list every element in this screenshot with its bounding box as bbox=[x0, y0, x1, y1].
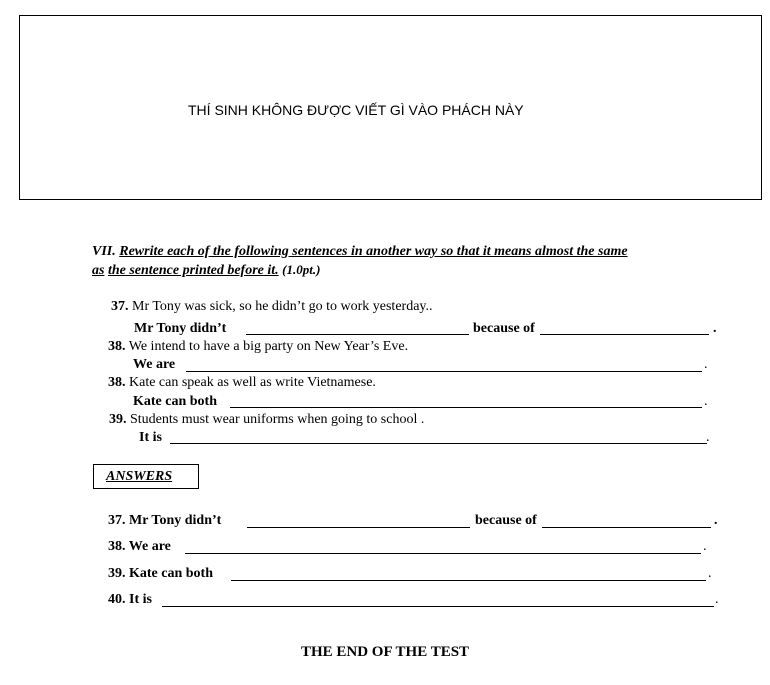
candidate-notice-box bbox=[19, 15, 762, 200]
question-39 bbox=[109, 412, 424, 428]
rewrite-start: We are bbox=[133, 357, 176, 372]
answer-40-label: 40. It is bbox=[108, 592, 152, 607]
answers-heading-box bbox=[93, 464, 199, 489]
rewrite-start: It is bbox=[139, 430, 162, 445]
question-38b bbox=[108, 375, 376, 391]
rewrite-start: Mr Tony didn’t bbox=[134, 321, 227, 336]
answer-37-label: 37. Mr Tony didn’t bbox=[108, 513, 222, 528]
answer-blank[interactable] bbox=[186, 371, 702, 372]
answer-end: . bbox=[703, 539, 707, 554]
question-sentence: Students must wear uniforms when going to school . bbox=[130, 412, 425, 427]
question-sentence: Kate can speak as well as write Vietnamese. bbox=[129, 375, 376, 390]
question-37 bbox=[111, 299, 433, 315]
rewrite-start: Kate can both bbox=[133, 394, 217, 409]
end-of-test: THE END OF THE TEST bbox=[300, 644, 470, 660]
question-number: 39. bbox=[109, 412, 127, 427]
question-number: 38. bbox=[108, 375, 126, 390]
question-38 bbox=[108, 339, 408, 355]
question-number: 37. bbox=[111, 299, 129, 314]
rewrite-end: . bbox=[713, 321, 717, 336]
answer-blank[interactable] bbox=[170, 443, 707, 444]
section-number: VII. bbox=[92, 244, 116, 259]
question-number: 38. bbox=[108, 339, 126, 354]
answer-blank[interactable] bbox=[230, 407, 702, 408]
answer-blank[interactable] bbox=[162, 606, 714, 607]
answer-blank[interactable] bbox=[231, 580, 706, 581]
answer-blank[interactable] bbox=[542, 527, 711, 528]
candidate-notice: THÍ SINH KHÔNG ĐƯỢC VIẾT GÌ VÀO PHÁCH NÀY bbox=[188, 102, 524, 118]
answer-end: . bbox=[708, 566, 712, 581]
answer-38-label: 38. We are bbox=[108, 539, 171, 554]
answers-heading: ANSWERS bbox=[106, 469, 173, 484]
question-sentence: Mr Tony was sick, so he didn’t go to work yesterday.. bbox=[132, 299, 433, 314]
answer-39-label: 39. Kate can both bbox=[108, 566, 213, 581]
answer-end: . bbox=[715, 592, 719, 607]
rewrite-end: . bbox=[704, 394, 708, 409]
answer-37-mid: because of bbox=[475, 513, 537, 528]
section-instruction bbox=[92, 243, 710, 280]
answer-blank[interactable] bbox=[246, 334, 469, 335]
answer-blank[interactable] bbox=[247, 527, 470, 528]
answer-end: . bbox=[714, 513, 718, 528]
section-points: (1.0pt.) bbox=[282, 262, 321, 277]
rewrite-end: . bbox=[706, 430, 710, 445]
question-sentence: We intend to have a big party on New Year’s Eve. bbox=[128, 339, 409, 354]
rewrite-end: . bbox=[704, 357, 708, 372]
rewrite-mid: because of bbox=[473, 321, 535, 336]
instruction-line-2: the sentence printed before it. bbox=[107, 263, 279, 278]
instruction-as: as bbox=[92, 263, 105, 278]
instruction-line-1: Rewrite each of the following sentences in another way so that it means almost the same bbox=[119, 244, 628, 259]
answer-blank[interactable] bbox=[185, 553, 701, 554]
answer-blank[interactable] bbox=[540, 334, 709, 335]
